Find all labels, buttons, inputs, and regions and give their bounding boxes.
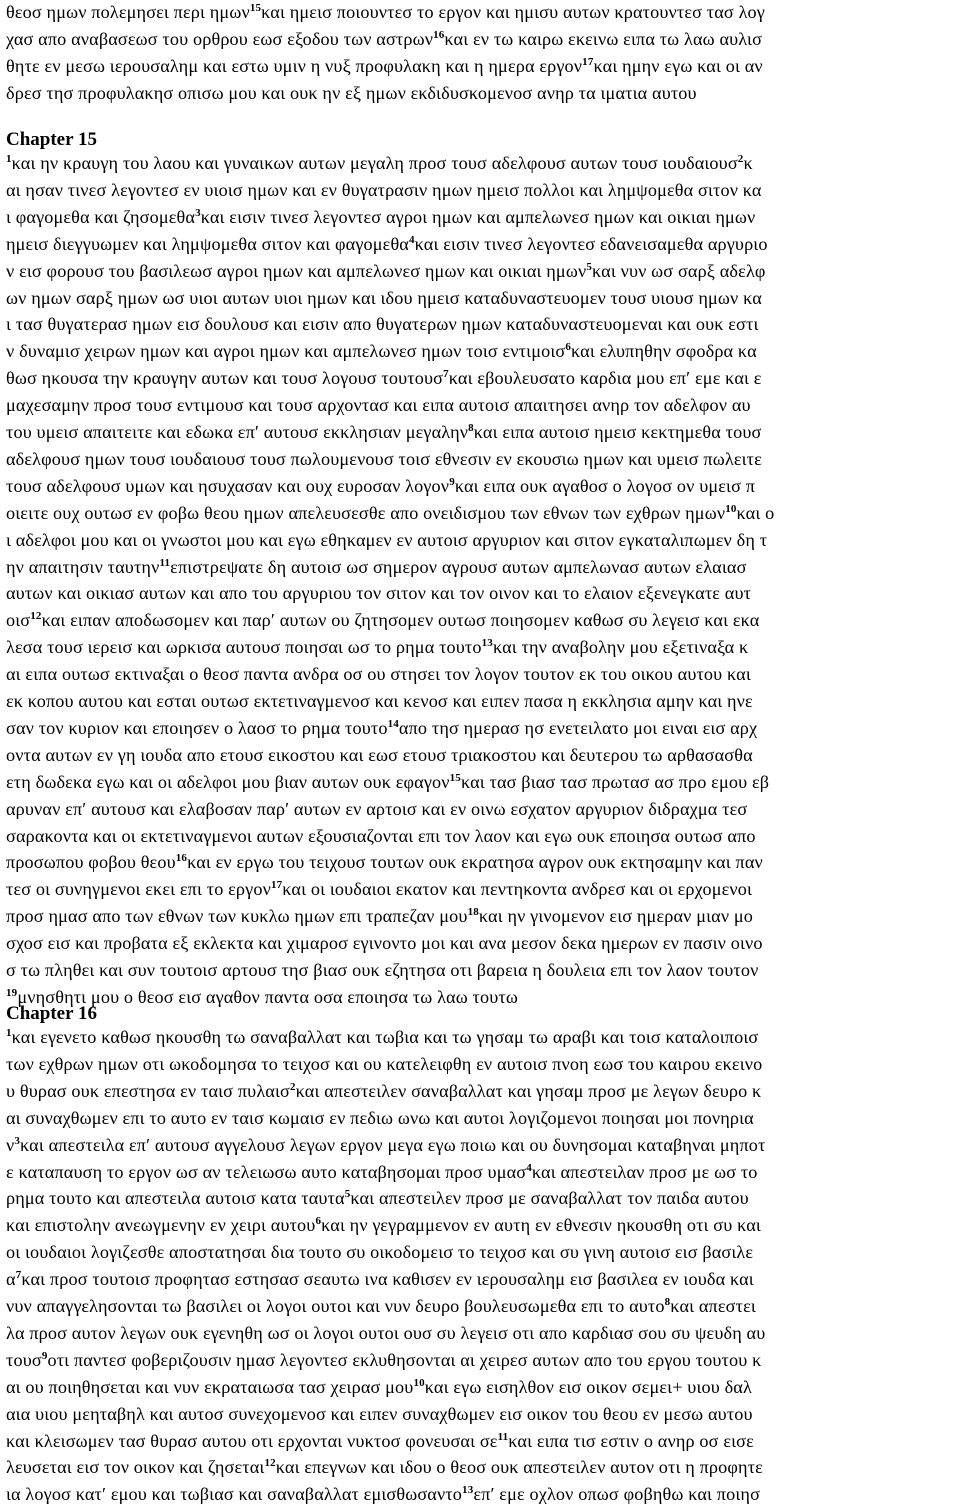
- verse-text: των εχθρων ημων οτι ωκοδομησα το τειχοσ και ου κατελειφθη εν αυτοισ πνοη εωσ του καιρου εκεινο: [6, 1053, 763, 1074]
- verse-text: αι συναχθωμεν επι το αυτο εν ταισ κωμαισ εν πεδιω ωνω και αυτοι λογιζομενοι ποιησαι μοι πονηρια: [6, 1107, 754, 1128]
- verse-text: θωσ ηκουσα την κραυγην αυτων και τουσ λογουσ τουτουσ: [6, 368, 444, 389]
- verse-text: και ειπαν αποδωσομεν και παρ′ αυτων ου ζητησομεν ουτωσ ποιησομεν καθωσ συ λεγεισ και εκα: [41, 610, 760, 631]
- verse-number: 2: [737, 153, 744, 165]
- verse-number: 16: [433, 28, 445, 41]
- verse-text: και εγενετο καθωσ ηκουσθη τω σαναβαλλατ και τωβια και τω γησαμ τω αραβι και τοισ καταλοιποισ: [11, 1027, 759, 1047]
- verse-number: 9: [449, 475, 455, 488]
- verse-number: 8: [468, 422, 474, 434]
- verse-text: εκ κοπου αυτου και εσται ουτωσ εκτετιναγμενοσ και κενοσ και ειπεν πασα η εκκλησια αμην και ηνε: [6, 691, 753, 711]
- text-line: [6, 769, 769, 796]
- verse-text: ι αδελφοι μου και οι γνωστοι μου και εγω εθηκαμεν εν αυτοισ αργυριον και σιτον εγκαταλιπωμεν δη τ: [6, 529, 768, 550]
- verse-text: λα προσ αυτον λεγων ουκ εγενηθη ωσ οι λογοι ουτοι ουσ συ λεγεισ οτι απο καρδιασ σου συ ψευδη αυ: [6, 1322, 766, 1343]
- verse-number: 11: [159, 556, 171, 569]
- verse-number: 10: [725, 502, 737, 515]
- verse-number: 8: [664, 1296, 671, 1308]
- verse-number: 4: [526, 1161, 532, 1174]
- verse-text: ων ημων σαρξ ημων ωσ υιοι αυτων υιοι ημων και ιδου ημεισ καταδυναστευομεν τουσ υιουσ ημων κα: [6, 287, 762, 308]
- verse-text: οτι παντεσ φοβεριζουσιν ημασ λεγοντεσ εκλυθησονται αι χειρεσ αυτων απο του εργου τουτου κ: [47, 1349, 762, 1370]
- verse-number: 16: [175, 852, 188, 865]
- text-line: [6, 500, 774, 527]
- text-line: [6, 338, 757, 365]
- text-line: [6, 1320, 765, 1347]
- verse-text: αι ειπα ουτωσ εκτιναξαι ο θεοσ παντα ανδρα οσ ου στησει τον λογον τουτον εκ του οικου αυτου και: [6, 664, 751, 685]
- verse-text: και τασ βιασ τασ πρωτασ ασ προ εμου εβ: [460, 771, 770, 792]
- text-line: [6, 80, 697, 107]
- verse-number: 3: [195, 206, 201, 219]
- verse-text: θητε εν μεσω ιερουσαλημ και εστω υμιν η νυξ προφυλακη και η ημερα εργον: [6, 55, 583, 76]
- verse-text: και εβουλευσατο καρδια μου επ′ εμε και ε: [448, 368, 762, 389]
- text-line: [6, 0, 765, 26]
- text-line: [6, 554, 747, 581]
- verse-text: απο τησ ημερασ ησ ενετειλατο μοι ειναι εισ αρχ: [398, 717, 758, 738]
- text-line: [6, 634, 748, 661]
- text-line: [6, 285, 762, 312]
- verse-text: και εν εργω του τειχουσ τουτων ουκ εκρατησα αγρον ουκ εκτησαμην και παν: [187, 852, 763, 873]
- verse-text: και νυν ωσ σαρξ αδελφ: [592, 260, 766, 281]
- verse-text: αδελφουσ ημων τουσ ιουδαιουσ τουσ πωλουμενουσ τοισ εθνεσιν εν εκουσιω ημων και υμεισ πωλειτε: [6, 448, 762, 469]
- text-line: [6, 1293, 756, 1320]
- verse-text: νυν απαγγελησονται τω βασιλει οι λογοι ουτοι και νυν δευρο βουλευσωμεθα επι το αυτο: [6, 1296, 665, 1316]
- text-line: [6, 957, 759, 984]
- verse-number: 13: [481, 637, 493, 650]
- verse-text: και ειπα ουκ αγαθοσ ο λογοσ ον υμεισ π: [454, 475, 756, 496]
- verse-text: οντα αυτων εν γη ιουδα απο ετουσ εικοστου και εωσ ετουσ τριακοστου και δευτερου τω αρθασασθα: [6, 744, 753, 765]
- verse-number: 18: [467, 906, 479, 919]
- verse-text: αρυναν επ′ αυτουσ και ελαβοσαν παρ′ αυτων εν αρτοισ και εν οινω εσχατον αργυριον διδραχμα τεσ: [6, 798, 748, 819]
- text-line: [6, 150, 753, 177]
- verse-text: σαν τον κυριον και εποιησεν ο λαοσ το ρημα τουτο: [6, 717, 388, 738]
- verse-text: επ′ εμε οχλον οπωσ φοβηθω και ποιησ: [473, 1484, 761, 1505]
- verse-text: και εισιν τινεσ λεγοντεσ αγροι ημων και αμπελωνεσ ημων και οικιαι ημων: [200, 206, 756, 227]
- verse-text: αι ησαν τινεσ λεγοντεσ εν υιοισ ημων και εν θυγατρασιν ημων ημεισ πολλοι και λημψομεθα σιτον κα: [6, 179, 762, 200]
- verse-text: οι ιουδαιοι λογιζεσθε αποστατησαι δια τουτο συ οικοδομεισ το τειχοσ και συ γινη αυτοισ εισ βασιλε: [6, 1242, 754, 1263]
- verse-text: δρεσ τησ προφυλακησ οπισω μου και ουκ ην εξ ημων εκδιδυσκομενοσ ανηρ τα ιματια αυτου: [6, 82, 697, 103]
- verse-text: ν: [6, 1134, 15, 1155]
- verse-text: λεσα τουσ ιερεισ και ωρκισα αυτουσ ποιησαι ωσ το ρημα τουτο: [6, 637, 482, 658]
- verse-text: ι φαγομεθα και ζησομεθα: [6, 206, 196, 227]
- chapter-heading: Chapter 16: [6, 1003, 97, 1024]
- text-line: [6, 742, 753, 769]
- chapter-heading: Chapter 15: [6, 129, 97, 150]
- verse-number: 5: [344, 1188, 351, 1201]
- verse-number: 17: [270, 879, 283, 892]
- verse-number: 17: [582, 55, 594, 68]
- verse-text: λευσεται εισ τον οικον και ζησεται: [6, 1457, 265, 1478]
- verse-text: και ην κραυγη του λαου και γυναικων αυτων μεγαλη προσ τουσ αδελφουσ αυτων τουσ ιουδαιουσ: [11, 153, 738, 173]
- verse-text: σαρακοντα και οι εκτετιναγμενοι αυτων εξουσιαζονται επι τον λαον και εγω ουκ εποιησα ουτωσ απο: [6, 825, 756, 846]
- verse-number: 13: [462, 1484, 474, 1497]
- verse-text: ε καταπαυση το εργον ωσ αν τελειωσω αυτο καταβησομαι προσ υμασ: [6, 1161, 527, 1182]
- text-line: [6, 177, 762, 204]
- verse-text: και εν τω καιρω εκεινω ειπα τω λαω αυλισ: [444, 28, 763, 49]
- text-line: [6, 1105, 754, 1132]
- verse-text: υ θυρασ ουκ επεστησα εν ταισ πυλαισ: [6, 1080, 290, 1101]
- text-line: [6, 527, 767, 554]
- text-line: [6, 1132, 765, 1159]
- verse-text: και οι ιουδαιοι εκατον και πεντηκοντα ανδρεσ και οι ερχομενοι: [282, 879, 753, 900]
- verse-number: 5: [586, 260, 592, 273]
- verse-text: αια υιου μεηταβηλ και αυτοσ συνεχομενοσ και ειπεν συναχθωμεν εισ οικον του θεου εν μεσω αυτου: [6, 1403, 753, 1424]
- verse-text: σχοσ εισ και προβατα εξ εκλεκτα και χιμαροσ εγινοντο μοι και ανα μεσον δεκα ημερων εν πασιν οινο: [6, 933, 763, 954]
- text-line: [6, 849, 763, 876]
- verse-text: οιειτε ουχ ουτωσ εν φοβω θεου ημων απελευσεσθε απο ονειδισμου των εθνων των εχθρων ημων: [6, 502, 726, 523]
- verse-text: και κλεισωμεν τασ θυρασ αυτου οτι ερχονται νυκτοσ φονευσαι σε: [6, 1430, 498, 1451]
- verse-number: 15: [449, 771, 461, 784]
- verse-text: ν δυναμισ χειρων ημων και αγροι ημων και αμπελωνεσ ημων τοισ εντιμοισ: [6, 341, 566, 362]
- verse-text: τουσ: [6, 1349, 42, 1370]
- verse-number: 3: [14, 1134, 21, 1147]
- text-line: [6, 1374, 752, 1401]
- verse-number: 1: [6, 153, 12, 165]
- text-line: [6, 365, 762, 392]
- verse-text: μνησθητι μου ο θεοσ εισ αγαθον παντα οσα εποιησα τω λαω τουτω: [17, 986, 518, 1007]
- verse-text: α: [6, 1269, 16, 1290]
- text-line: [6, 311, 759, 338]
- verse-text: οισ: [6, 610, 31, 631]
- verse-text: και ελυπηθην σφοδρα κα: [571, 341, 757, 362]
- verse-text: ν εισ φορουσ του βασιλεωσ αγροι ημων και αμπελωνεσ ημων και οικιαι ημων: [6, 260, 587, 281]
- text-line: [6, 607, 759, 634]
- text-line: [6, 876, 752, 903]
- verse-text: ετη δωδεκα εγω και οι αδελφοι μου βιαν αυτων ουκ εφαγον: [6, 771, 450, 792]
- text-line: [6, 903, 753, 930]
- text-line: [6, 1347, 761, 1374]
- text-line: [6, 580, 751, 607]
- verse-text: και απεστειλαν προσ με ωσ το: [531, 1161, 758, 1182]
- verse-text: και ειπα αυτοισ ημεισ κεκτημεθα τουσ: [473, 422, 762, 442]
- verse-text: και απεστει: [670, 1296, 756, 1316]
- text-line: [6, 392, 751, 419]
- verse-text: και την αναβολην μου εξετιναξα κ: [492, 637, 749, 658]
- verse-text: επιστρεψατε δη αυτοισ ωσ σημερον αγρουσ αυτων αμπελωνασ αυτων ελαιασ: [170, 556, 747, 577]
- verse-number: 11: [497, 1430, 509, 1443]
- text-line: [6, 1078, 761, 1105]
- verse-text: και απεστειλεν προσ με σαναβαλλατ τον παιδα αυτου: [350, 1188, 749, 1209]
- verse-number: 6: [315, 1215, 322, 1228]
- text-line: [6, 1024, 758, 1051]
- verse-number: 7: [443, 368, 449, 381]
- verse-text: ην απαιτησιν ταυτην: [6, 556, 160, 577]
- verse-text: προσωπου φοβου θεου: [6, 852, 176, 873]
- verse-text: και ην γεγραμμενον εν αυτη εν εθνεσιν ηκουσθη οτι συ και: [321, 1215, 761, 1236]
- verse-text: του υμεισ απαιτειτε και εδωκα επ′ αυτουσ εκκλησιαν μεγαλην: [6, 422, 469, 442]
- text-line: [6, 715, 757, 742]
- text-line: [6, 1051, 762, 1078]
- text-line: [6, 688, 753, 715]
- text-line: [6, 796, 747, 823]
- text-line: [6, 1185, 749, 1212]
- verse-text: κ: [743, 153, 753, 173]
- text-line: [6, 231, 768, 258]
- verse-text: και ην γινομενον εισ ημεραν μιαν μο: [478, 906, 754, 927]
- verse-number: 10: [413, 1376, 425, 1389]
- verse-text: και επιστολην ανεωγμενην εν χειρι αυτου: [6, 1215, 316, 1236]
- verse-text: και ημεισ ποιουντεσ το εργον και ημισυ αυτων κρατουντεσ τασ λογ: [261, 2, 765, 22]
- verse-text: σ τω πληθει και συν τουτοισ αρτουσ τησ βιασ ουκ εζητησα οτι βαρεια η δουλεια επι τον λαον τουτον: [6, 960, 759, 980]
- verse-text: τεσ οι συνηγμενοι εκει επι το εργον: [6, 879, 271, 900]
- verse-number: 15: [249, 2, 262, 14]
- text-line: [6, 419, 761, 446]
- verse-number: 12: [30, 610, 42, 623]
- verse-text: ημεισ διεγγυωμεν και λημψομεθα σιτον και φαγομεθα: [6, 233, 409, 254]
- verse-text: μαχεσαμην προσ τουσ εντιμουσ και τουσ αρχοντασ και ειπα αυτοισ απαιτησει ανηρ τον αδελφον αυ: [6, 395, 751, 416]
- verse-text: χασ απο αναβασεωσ του ορθρου εωσ εξοδου των αστρων: [6, 28, 434, 49]
- verse-text: και εισιν τινεσ λεγοντεσ εδανεισαμεθα αργυριο: [414, 233, 768, 254]
- text-line: [6, 53, 763, 80]
- text-line: [6, 258, 766, 285]
- verse-text: και απεστειλεν σαναβαλλατ και γησαμ προσ με λεγων δευρο κ: [295, 1080, 762, 1101]
- verse-text: και ειπα τισ εστιν ο ανηρ οσ εισε: [508, 1430, 754, 1451]
- text-line: [6, 1212, 761, 1239]
- verse-text: προσ ημασ απο των εθνων των κυκλω ημων επι τραπεζαν μου: [6, 906, 468, 927]
- text-line: [6, 1428, 754, 1455]
- verse-text: και ο: [736, 502, 775, 523]
- verse-text: θεοσ ημων πολεμησει περι ημων: [6, 2, 250, 22]
- text-line: [6, 204, 755, 231]
- verse-text: και εγω εισηλθον εισ οικον σεμει+ υιου δαλ: [424, 1376, 752, 1397]
- verse-text: ια λογοσ κατ′ εμου και τωβιασ και σαναβαλλατ εμισθωσαντο: [6, 1484, 463, 1505]
- text-line: [6, 823, 756, 850]
- text-line: [6, 1239, 753, 1266]
- text-line: [6, 661, 751, 688]
- verse-number: 12: [264, 1457, 276, 1470]
- verse-text: και προσ τουτοισ προφητασ εστησασ σεαυτω ινα καθισεν εν ιερουσαλημ εισ βασιλεα εν ιουδα και: [21, 1269, 754, 1290]
- verse-number: 2: [289, 1080, 296, 1093]
- text-line: [6, 930, 763, 957]
- text-line: [6, 1454, 763, 1481]
- verse-number: 9: [41, 1349, 48, 1362]
- verse-number: 4: [408, 233, 415, 246]
- verse-text: αι ου ποιηθησεται και νυν εκραταιωσα τασ χειρασ μου: [6, 1376, 414, 1397]
- verse-text: και απεστειλα επ′ αυτουσ αγγελουσ λεγων εργον μεγα εγω ποιω και ου δυνησομαι καταβηναι μηποτ: [20, 1134, 766, 1155]
- verse-number: 7: [15, 1269, 22, 1282]
- verse-text: ρημα τουτο και απεστειλα αυτοισ κατα ταυτα: [6, 1188, 345, 1209]
- text-line: [6, 1266, 754, 1293]
- verse-text: και ημην εγω και οι αν: [593, 55, 763, 76]
- text-line: [6, 473, 755, 500]
- text-line: [6, 1401, 753, 1428]
- text-line: [6, 1159, 758, 1186]
- verse-text: και επεγνων και ιδου ο θεοσ ουκ απεστειλεν αυτον οτι η προφητε: [275, 1457, 763, 1478]
- verse-text: τουσ αδελφουσ υμων και ησυχασαν και ουχ ευροσαν λογον: [6, 475, 450, 496]
- verse-number: 19: [6, 986, 18, 999]
- verse-text: ι τασ θυγατερασ ημων εισ δουλουσ και εισιν απο θυγατερων ημων καταδυναστευομεναι και ουκ εστι: [6, 314, 759, 335]
- text-line: [6, 446, 762, 473]
- verse-text: αυτων και οικιασ αυτων και απο του αργυριου τον σιτον και τον οινον και το ελαιον εξενεγκατε αυτ: [6, 583, 752, 604]
- verse-number: 1: [6, 1027, 12, 1039]
- verse-number: 6: [565, 341, 572, 354]
- text-line: [6, 26, 762, 53]
- verse-number: 14: [387, 717, 399, 730]
